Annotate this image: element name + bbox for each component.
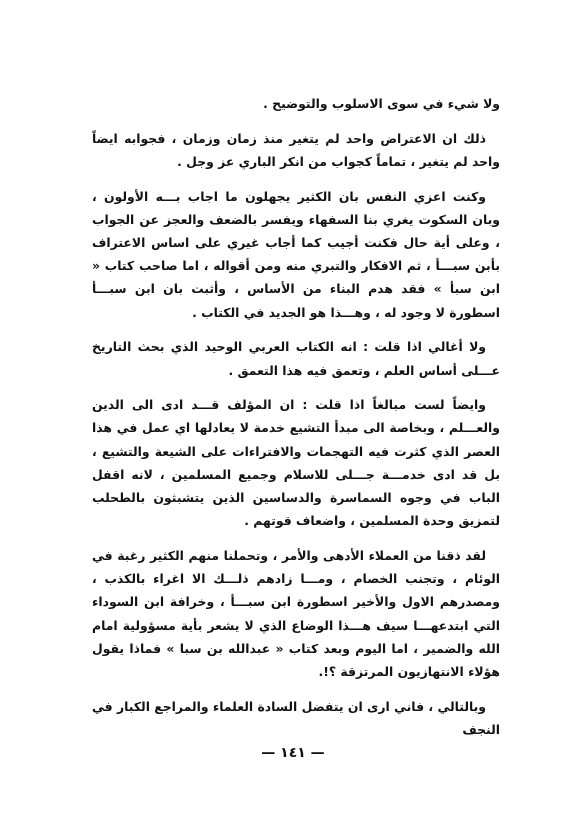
page-number: — ١٤١ — (261, 745, 325, 761)
paragraph-5: وايضاً لست مبالغاً اذا قلت : ان المؤلف قـــد ادى الى الدين والعـــلم ، وبخاصة الى مبدأ التشيع خدمة لا يعادلها اي عمل في هذا العصر الذي كثرت فيه التهجمات والافتراءات على الشيعة والتشيع ، بل قد ادى خدمـــة جـــلى للاسلام وجميع المسلمين ، لانه اقفل الباب في وجوه السماسرة والدساسين الذين يتشبثون بالطحلب لتمزيق وحدة المسلمين ، واضعاف قوتهم . (92, 397, 500, 529)
paragraph-2: ذلك ان الاعتراض واحد لم يتغير منذ زمان وزمان ، فجوابه ايضاً واحد لم يتغير ، تماماً كجواب من انكر الباري عز وجل . (92, 130, 500, 169)
paragraph-1: ولا شيء في سوى الاسلوب والتوضيح . (263, 96, 500, 111)
paragraph-6: لقد ذقنا من العملاء الأدهى والأمر ، وتحملنا منهم الكثير رغبة في الوئام ، وتجنب الخصام ، ومـــا زادهم ذلـــك الا اغراء بالكذب ، ومصدرهم الاول والأخير اسطورة ابن سبـــأ ، وخرافة ابن السوداء التي ابتدعهـــا سيف هـــذا الوضاع الذي لا يشعر بأية مسؤولية امام الله والضمير ، اما اليوم وبعد كتاب « عبدالله بن سبا » فماذا يقول هؤلاء الانتهازيون المرتزقة ؟!. (92, 547, 500, 679)
body-text (92, 92, 500, 741)
paragraph-7: وبالتالي ، فاني ارى ان يتفضل السادة العلماء والمراجع الكبار في النجف (92, 698, 500, 737)
paragraph-3: وكنت اعزي النفس بان الكثير يجهلون ما اجاب بـــه الأولون ، وبان السكوت يغري بنا السفهاء ويفسر بالضعف والعجز عن الجواب ، وعلى أية حال فكنت أجيب كما أجاب غيري على اساس الاعتراف بأبن سبـــأ ، ثم الافكار والتبري منه ومن أقواله ، اما صاحب كتاب « ابن سبأ » فقد هدم البناء من الأساس ، وأثبت بان ابن سبـــأ اسطورة لا وجود له ، وهـــذا هو الجديد في الكتاب . (92, 188, 500, 320)
paragraph-4: ولا أغالي اذا قلت : انه الكتاب العربي الوحيد الذي بحث التاريخ عـــلى أساس العلم ، وتعمق فيه هذا التعمق . (92, 339, 500, 378)
